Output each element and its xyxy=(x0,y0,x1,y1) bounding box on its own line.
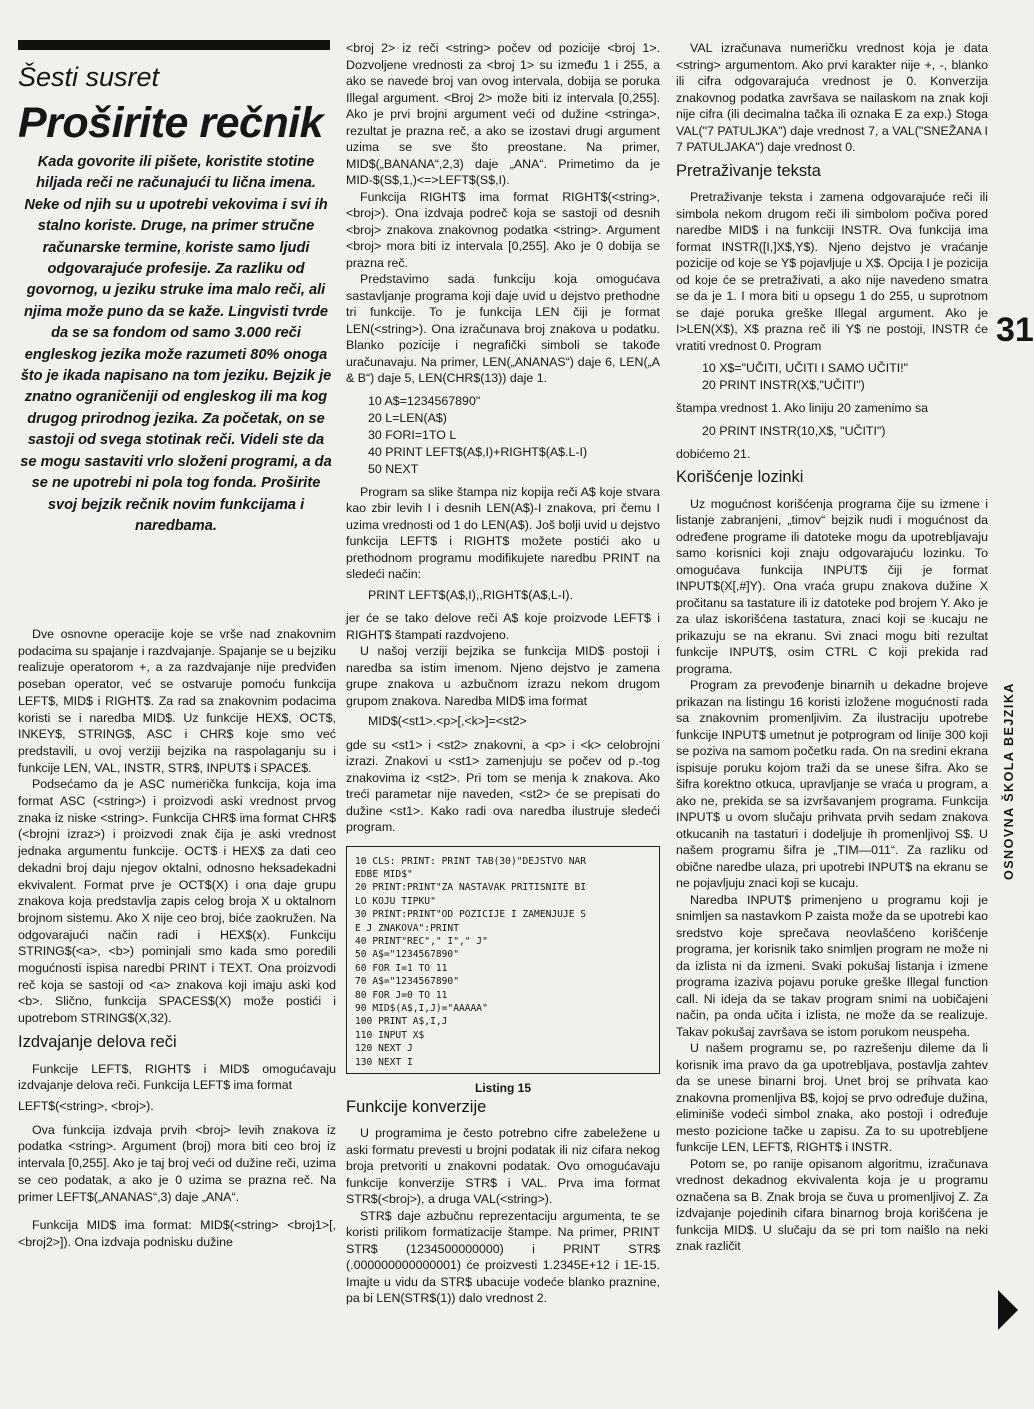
column-1 xyxy=(18,0,336,1409)
format-line: LEFT$(<string>, <broj>). xyxy=(18,1098,154,1113)
paragraph: <broj 2> iz reči <string> počev od pozicije <broj 1>. Dozvoljene vrednosti za <broj 1> su između 1 i 255, a ako se navede broj van ovog intervala, dobija se poruka Illegal argument. <Broj 2> može biti iz intervala [0,255]. Ako je prvi brojni argument veći od dužine <stringa>, rezultat je prazna reč, a ako se izostavi drugi argument uzima se sve što preostane. Na primer, MID$(„BANANA“,2,3) daje „ANA“. Primetimo da je MID-$(S$,1,)<=>LEFT$(S$,I). xyxy=(346,41,660,187)
code-line: 20 L=LEN(A$) xyxy=(368,410,447,425)
paragraph: U programima je često potrebno cifre zabeležene u aski formatu prevesti u brojni podatak ili niz cifara nekog broja pretvoriti u znakovni podatak. Ovo omogućavaju funkcije konverzije STR$ i VAL. Prva ima format STR$(<broj>), a druga VAL(<string>). xyxy=(346,1126,660,1206)
paragraph: Potom se, po ranije opisanom algoritmu, izračunava vrednost dekadnog ekvivalenta koja je u programu označena sa B. Znak broja se čuva u promenljivoj Z. Za izdvajanje pojedinih cifara binarnog broja korišćena je funkcija MID$. U slučaju da se pri tom naišlo na neki znak različit xyxy=(676,1156,988,1253)
column-3-body xyxy=(676,40,988,1255)
paragraph: Pretraživanje teksta i zamena odgovarajuće reči ili simbola nekom drugom reči ili simbolom počiva pored naredbe MID$ i na funkciji INSTR. Ova funkcija ima format INSTR([I,]X$,Y$). Njeno dejstvo je vraćanje pozicije od koje se Y$ pojavljuje u X$. Opcija I je pozicija od koje će se pretraživati, a ako nije navedeno smatra se da je 1. I mora biti u opsegu 1 do 255, u suprotnom se daje poruka greške Illegal argument. Ako je I>LEN(X$), X$ prazna reč ili Y$ ne postoji, INSTR će vratiti vrednost 0. Program xyxy=(676,190,988,353)
paragraph: Naredba INPUT$ primenjeno u programu koji je snimljen sa nastavkom P zaista može da se upotrebi kao sredstvo koje sprečava neovlašćeno korišćenje programa, jer korisnik tako snimljen program ne može ni da izlista ni da izmeni. Svaki pokušaj listanja i izmene programa izaziva pojavu poruke greške Illegal function call. Ni ideja da se takav program snimi na uobičajeni način, pa onda učita i izlista, ne može da se realizuje. Takav pokušaj završava se istom porukom neuspeha. xyxy=(676,892,988,1039)
paragraph: gde su <st1> i <st2> znakovni, a <p> i <k> celobrojni izrazi. Znakovi u <st1> zamenjuju se počev od p.-tog znakovima iz <st2>. Pri tom se menja k znakova. Ako treći parametar nije naveden, <st2> će se prepisati do dužine <st1>. Kako radi ova naredba ilustruje sledeći program. xyxy=(346,737,660,834)
paragraph: dobićemo 21. xyxy=(676,446,751,461)
paragraph: Predstavimo sada funkciju koja omogućava sastavljanje programa koji daje uvid u dejstvo prethodne tri funkcije. To je funkcija LEN čiji je format LEN(<string>). Ona izračunava broj znakova u podatku. Blanko pozicije i negrafički simboli se takođe uračunavaju. Na primer, LEN(„ANANAS“) daje 6, LEN(„A & B“) daje 5, LEN(CHR$(13)) daje 1. xyxy=(346,272,660,385)
series-label-text: OSNOVNA ŠKOLA BEJZIKA xyxy=(1002,682,1016,880)
article-title: Proširite rečnik xyxy=(18,99,324,147)
section-heading: Funkcije konverzije xyxy=(346,1097,487,1116)
paragraph: štampa vrednost 1. Ako liniju 20 zamenimo sa xyxy=(676,401,929,415)
article-intro: Kada govorite ili pišete, koristite stotine hiljada reči ne računajući tu lična imena. Neke od njih su u upotrebi vekovima i svi ih stalno koriste. Druge, na primer stručne računarske termine, koriste samo ljudi odgovarajuće profesije. Za razliku od govornog, u jeziku struke ima malo reči, ali njima može puno da se kaže. Lingvisti tvrde da se sa fondom od samo 3.000 reči engleskog jezika može razumeti 80% onoga što je ikada napisano na tom jeziku. Bejzik je znatno ograničeniji od engleskog ili ma kog drugog prirodnog jezika. Za početak, on se sastoji od svega stotinak reči. Videli ste da se mogu sastaviti vrlo složeni programi, a da se ne upotrebi ni pola tog fonda. Proširite svoj bejzik rečnik novim funkcijama i naredbama. xyxy=(20,154,332,534)
paragraph: Program za prevođenje binarnih u dekadne brojeve prikazan na listingu 16 koristi izložene mogućnosti rada sa znakovnim promenljivim. Za ilustraciju upotrebe funkcije INPUT$ umetnut je potprogram od linije 300 koji se poziva na samom početku rada. On na sredini ekrana ispisuje poruku kojom traži da se unese šifra. Ako se šifra korektno otkuca, upravljanje se vraća u program, a ako ne, prekida se sa izvršavanjem programa. Funkcija INPUT$ u ovom slučaju prihvata prvih sedam znakova otkucanih na tastaturi i dodeljuje ih promenljivoj S$. U našem programu šifra je „TIM—011“. Za razliku od obične naredbe ulaza, pri upotrebi INPUT$ na ekranu se ne pojavljuju znaci koji se kucaju. xyxy=(676,678,988,890)
code-line: 130 NEXT I xyxy=(355,1056,413,1068)
code-line: 60 FOR I=1 TO 11 xyxy=(355,962,448,974)
paragraph: Podsećamo da je ASC numerička funkcija, koja ima format ASC (<string>) i proizvodi aski vrednost prvog znaka iz niske <string>. Funkcija CHR$ ima format CHR$ (<brojni izraz>) i proizvodi znak čija je aski vrednost jednaka argumentu funkcije. OCT$ i HEX$ za dati ceo dekadni broj daju njegov oktalni, odnosno heksadekadni ekvivalent. Format prve je OCT$(X) i ona daje grupu znakova koja predstavlja zapis celog broja X u oktalnom brojnom sistemu. Ako X nije ceo broj, biće zaokružen. Na odgovarajući način radi i HEX$(x). Funkciju STRING$(<a>, <b>) pominjali smo kada smo poredili mogućnosti ispisa naredbi PRINT i TEXT. Ona proizvodi reč koja se sastoji od <a> znakova koji imaju aski kod <b>. Slično, funkcija SPACES$(X) može postići i upotrebom STRING$(X,32). xyxy=(18,777,336,1026)
paragraph: STR$ daje azbučnu reprezentaciju argumenta, te se koristi prilikom formatizacije štampe. Na primer, PRINT STR$ (1234500000000) i PRINT STR$ (.000000000000001) će proizvesti 1.2345E+12 i 1E-15. Imajte u vidu da STR$ ubacuje vodeće blanko praznine, pa bi LEN(STR$(1)) dalo vrednost 2. xyxy=(346,1208,660,1305)
code-line: 10 CLS: PRINT: PRINT TAB(30)"DEJSTVO NAR xyxy=(355,855,587,867)
code-line: 80 FOR J=0 TO 11 xyxy=(355,989,448,1001)
page-number: 31 xyxy=(996,311,1034,349)
paragraph: Uz mogućnost korišćenja programa čije su izmene i listanje zabranjeni, „timov“ bejzik nudi i mogućnost da određene programe ili datoteke mogu da upotrebljavaju samo korisnici koji znaju odgovarajuću lozinku. To omogućava funkcija INPUT$ čiji je format INPUT$(X[,#]Y). Ona vraća grupu znakova dužine X pročitanu sa tastature ili iz datoteke pod brojem Y. Ako je za ulaz iskorišćena tastatura, znaci koji se kucaju ne prikazuju se na ekranu. Svi znaci mogu biti rezultat funkcije INPUT$, osim CTRL C koji prekida rad programa. xyxy=(676,496,988,676)
code-line: 30 PRINT:PRINT"OD POZICIJE I ZAMENJUJE S xyxy=(355,909,587,921)
paragraph: Program sa slike štampa niz kopija reči A$ koje stvara kao zbir levih I i desnih LEN(A$)-I znakova, pri čemu I uzima vrednosti od 1 do LEN(A$). Još bolji uvid u dejstvo funkcija LEFT$ i RIGHT$ možete postići ako u prethodnom programu modifikujete naredbu PRINT na sledeći način: xyxy=(346,484,660,581)
code-line: 40 PRINT LEFT$(A$,I)+RIGHT$(A$.L-I) xyxy=(368,444,588,459)
paragraph: Funkcija RIGHT$ ima format RIGHT$(<string>,<broj>). Ona izdvaja podreč koja se sastoji od desnih <broj> znakova znakovnog podatka <string>. Argument <broj> mora biti iz intervala [0,255]. Ako je 0 dobija se prazna reč. xyxy=(346,189,660,270)
paragraph: Dve osnovne operacije koje se vrše nad znakovnim podacima su spajanje i razdvajanje. Spajanje se u bejziku realizuje operatorom +, a za razdvajanje nije predviđen poseban operator, već se ostvaruje pomoću funkcija LEFT$, MID$ i RIGHT$. Za rad sa znakovnim podacima koristi se i naredba MID$. Uz funkcije HEX$, OCT$, INKEY$, STRING$, ASC i CHR$ koje smo već predstavili, u ovoj verziji bejzika na raspolaganju su i funkcije LEN, VAL, INSTR, STR$, INPUT$ i SPACE$. xyxy=(18,627,336,775)
paragraph: U našem programu se, po razrešenju dileme da li korisnik ima pravo da ga upotrebljava, postavlja zahtev da se unese binarni broj. Unet broj se prihvata kao znakovna promenljiva B$, kojoj se prvo određuje dužina, eliminiše vodeći simbol znaka, ako postoji i određuje mesto pozicione tačke u zapisu. Za to su upotrebljene funkcije LEN, LEFT$, RIGHT$ i INSTR. xyxy=(676,1041,988,1154)
code-line: EDBE MID$" xyxy=(355,868,413,880)
paragraph: VAL izračunava numeričku vrednost koja je data <string> argumentom. Ako prvi karakter nije +, -, blanko ili cifra odgovarajuća vrednost je 0. Konverzija znakovnog podatka završava se nailaskom na znak koji nije cifra (ili decimalna tačka ili oznaka E za exp.) Stoga VAL("7 PATULJKA") daje vrednost 7, a VAL("SNEŽANA I 7 PATULJAKA") daje vrednost 0. xyxy=(676,41,988,154)
paragraph: Ova funkcija izdvaja prvih <broj> levih znakova iz podatka <string>. Argument (broj) mora biti ceo broj iz intervala [0,255]. Ako je taj broj veći od dužine reči, uzima se ceo podatak, a ako je 0 uzima se prazna reč. Na primer LEFT$(„ANANAS“,3) daje „ANA“. xyxy=(18,1122,336,1204)
code-line: 120 NEXT J xyxy=(355,1043,413,1055)
section-heading: Izdvajanje delova reči xyxy=(18,1032,177,1051)
code-line: E J ZNAKOVA":PRINT xyxy=(355,922,459,934)
code-line: 20 PRINT INSTR(10,X$, "UČITI") xyxy=(702,423,886,438)
code-snippet xyxy=(702,360,988,394)
paragraph: Funkcije LEFT$, RIGHT$ i MID$ omogućavaju izdvajanje delova reči. Funkcija LEFT$ ima format xyxy=(18,1061,336,1093)
code-line: 30 FORI=1TO L xyxy=(368,427,457,442)
paragraph: Funkcija MID$ ima format: MID$(<string> <broj1>[,<broj2>]). Ona izdvaja podnisku dužine xyxy=(18,1218,336,1249)
article-kicker: Šesti susret xyxy=(18,62,160,92)
code-line: 20 PRINT INSTR(X$,"UČITI") xyxy=(702,378,865,392)
code-line: 20 PRINT:PRINT"ZA NASTAVAK PRITISNITE BI xyxy=(355,882,587,894)
column-2-body xyxy=(346,40,660,1307)
column-3 xyxy=(676,0,988,1409)
code-line: 10 X$="UČITI, UČITI I SAMO UČITI!" xyxy=(702,361,909,375)
code-line: 100 PRINT A$,I,J xyxy=(355,1016,448,1028)
code-line: 10 A$=1234567890" xyxy=(368,393,481,408)
section-heading: Korišćenje lozinki xyxy=(676,468,804,486)
section-heading: Pretraživanje teksta xyxy=(676,161,821,180)
code-line: LO KOJU TIPKU" xyxy=(355,895,436,907)
header-rule xyxy=(18,40,330,50)
format-line: MID$(<st1>.<p>[,<k>]=<st2> xyxy=(368,714,527,728)
code-line: 110 INPUT X$ xyxy=(355,1029,425,1041)
paragraph: jer će se tako delove reči A$ koje proizvode LEFT$ i RIGHT$ štampati razdvojeno. xyxy=(346,611,660,642)
code-snippet xyxy=(368,393,660,478)
paragraph: U našoj verziji bejzika se funkcija MID$ postoji i naredba sa istim imenom. Njeno dejstvo je zamena grupe znakova u azbučnom izrazu nekom drugom grupom znakova. Naredba MID$ ima format xyxy=(346,644,660,708)
series-label xyxy=(996,360,1024,880)
code-listing xyxy=(346,846,660,1075)
code-line: 50 NEXT xyxy=(368,461,419,476)
code-line: 70 A$="1234567890" xyxy=(355,976,459,988)
format-line: PRINT LEFT$(A$,I),,RIGHT$(A$,L-I). xyxy=(368,587,573,602)
code-line: 90 MID$(A$,I,J)="AAAAA" xyxy=(355,1002,488,1014)
code-snippet xyxy=(702,423,988,440)
code-line: 50 A$="1234567890" xyxy=(355,949,459,961)
listing-caption: Listing 15 xyxy=(474,1081,531,1095)
column-1-body xyxy=(18,626,336,1251)
code-line: 40 PRINT"REC"," I"," J" xyxy=(355,935,488,947)
continue-arrow-icon xyxy=(998,1290,1018,1330)
column-2 xyxy=(346,0,660,1409)
